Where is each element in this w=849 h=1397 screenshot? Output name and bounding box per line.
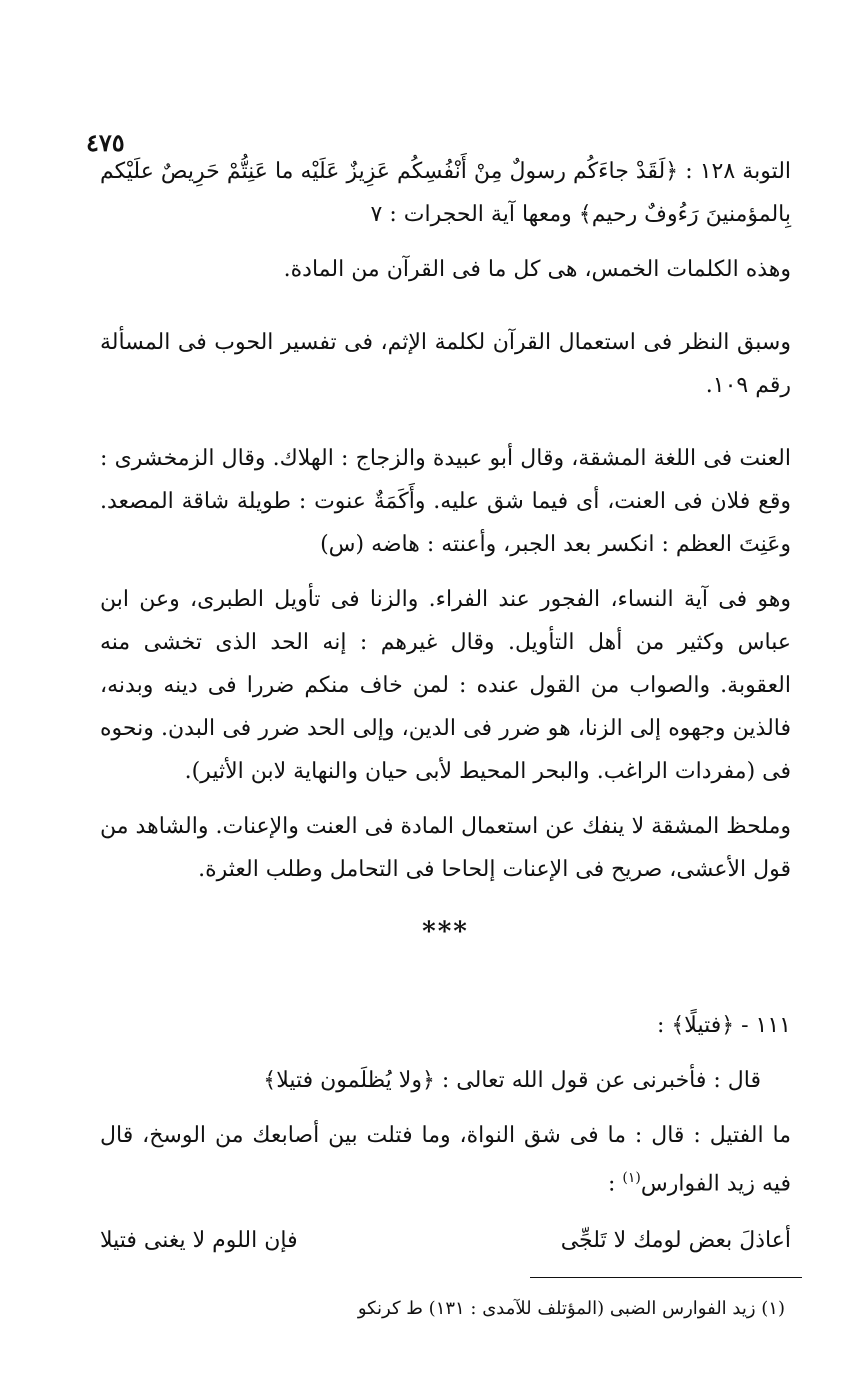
paragraph-nisa: وهو فى آية النساء، الفجور عند الفراء. والزنا فى تأويل الطبرى، وعن ابن عباس وكثير من أهل التأويل. وقال غيرهم : إنه الحد الذى تخشى منه العقوبة. والصواب من القول عنده : لمن خاف منكم ضررا فى دينه وبدنه، فالذين وجهوه إلى الزنا، هو ضرر فى الدين، وإلى الحد ضرر فى البدن. ونحوه فى (مفردات الراغب. والبحر المحيط لأبى حيان والنهاية لابن الأثير). <box>100 587 791 784</box>
paragraph-five-words: وهذه الكلمات الخمس، هى كل ما فى القرآن من المادة. <box>283 257 791 282</box>
section-heading: ١١١ - ﴿فتيلًا﴾ : <box>657 1013 791 1038</box>
qala-line: قال : فأخبرنى عن قول الله تعالى : ﴿ولا يُظلَمون فتيلا﴾ <box>263 1068 761 1093</box>
footnote-divider <box>530 1277 802 1278</box>
footnote: (١) زيد الفوارس الضبى (المؤتلف للآمدى : ١٣١) ط كرنكو <box>357 1298 785 1319</box>
poetry-verse <box>100 1219 791 1262</box>
paragraph-ithm: وسبق النظر فى استعمال القرآن لكلمة الإثم، فى تفسير الحوب فى المسألة رقم ١٠٩. <box>100 330 791 398</box>
main-text <box>100 150 791 1262</box>
section-separator: *** <box>422 917 469 947</box>
definition-text: ما الفتيل : قال : ما فى شق النواة، وما فتلت بين أصابعك من الوسخ، قال فيه زيد الفوارس <box>100 1123 791 1197</box>
verse-second-hemistich: فإن اللوم لا يغنى فتيلا <box>100 1228 298 1254</box>
paragraph-tawba: التوبة ١٢٨ : ﴿لَقَدْ جاءَكُم رسولٌ مِنْ أَنْفُسِكُم عَزِيزٌ عَلَيْه ما عَنِتُّمْ حَرِيصٌ علَيْكم بِالمؤمنينَ رَءُوفٌ رحيم﴾ ومعها آية الحجرات : ٧ <box>100 159 792 227</box>
definition-paragraph <box>100 1114 791 1205</box>
footnote-ref[interactable]: (١) <box>622 1170 641 1186</box>
verse-first-hemistich: أعاذلَ بعض لومك لا تَلجِّى <box>560 1228 791 1254</box>
definition-colon: : <box>607 1171 623 1197</box>
paragraph-anat-lugha: العنت فى اللغة المشقة، وقال أبو عبيدة والزجاج : الهلاك. وقال الزمخشرى : وقع فلان فى العنت، أى فيما شق عليه. وأَكَمَةٌ عنوت : طويلة شاقة المصعد. وعَنِتَ العظم : انكسر بعد الجبر، وأعنته : هاضه (س) <box>100 446 791 557</box>
page-number: ٤٧٥ <box>86 128 125 157</box>
paragraph-mashaqqa: وملحظ المشقة لا ينفك عن استعمال المادة فى العنت والإعنات. والشاهد من قول الأعشى، صريح فى الإعنات إلحاحا فى التحامل وطلب العثرة. <box>100 814 791 882</box>
